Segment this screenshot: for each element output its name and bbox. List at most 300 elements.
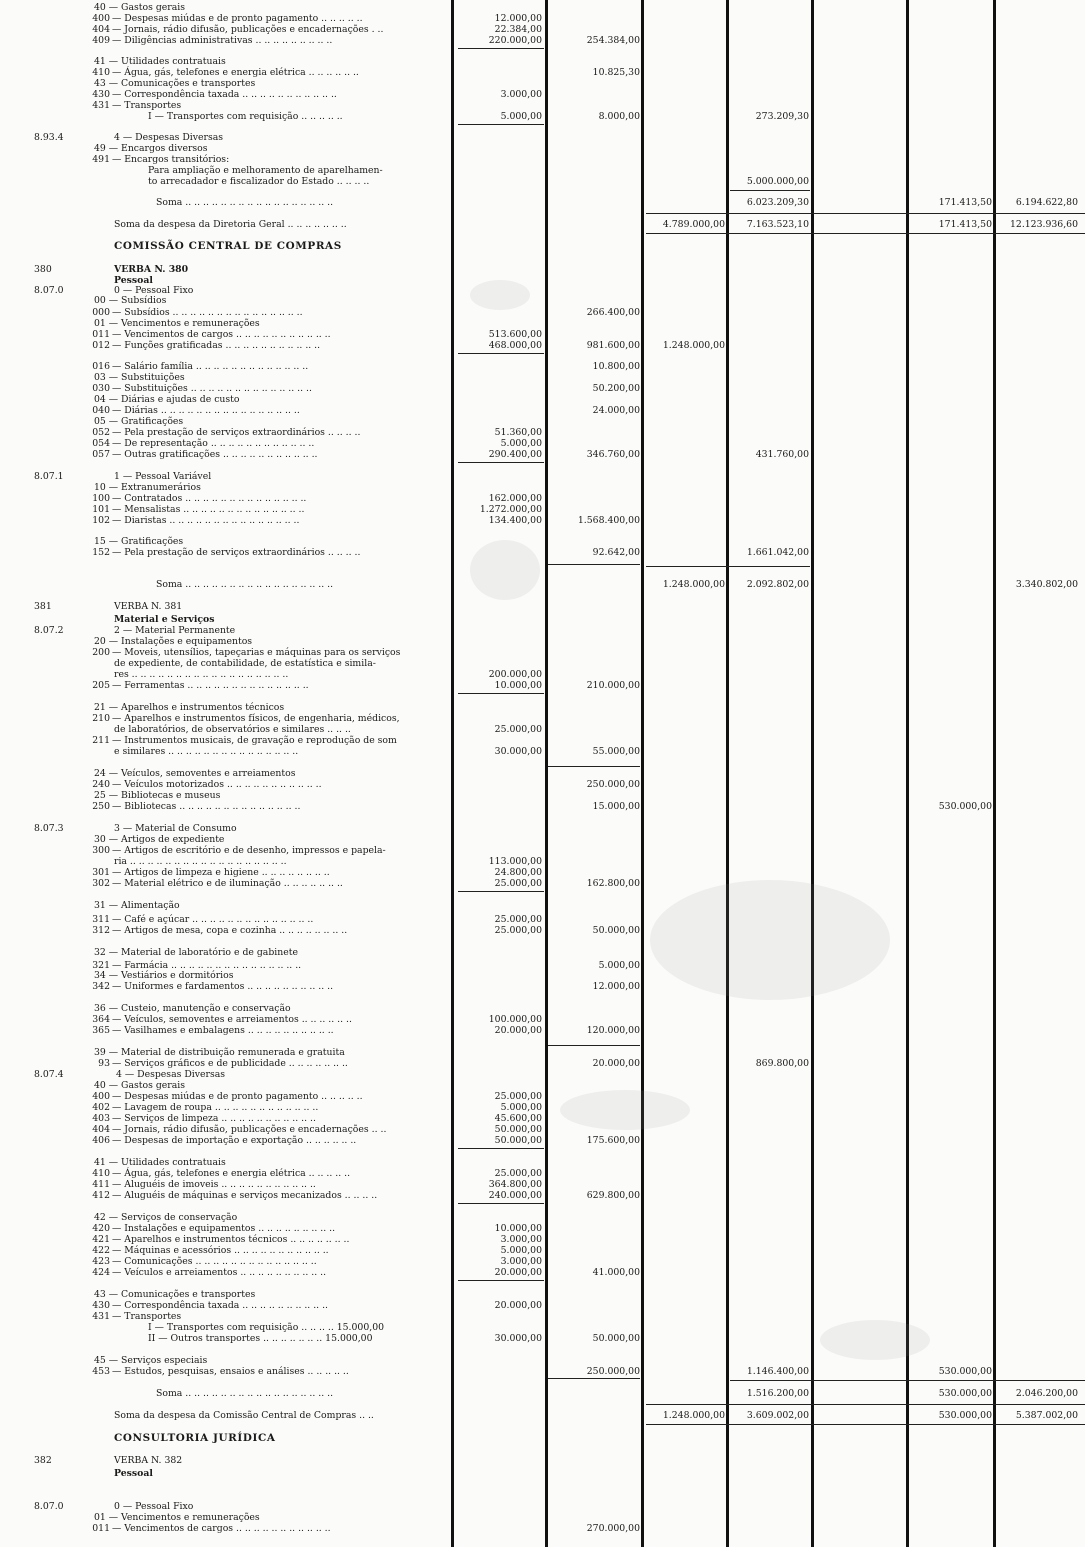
amount-c2: 270.000,00 [586,1523,640,1534]
item-description: — Aluguéis de imoveis .. .. .. .. .. .. .. .. .. .. .. [112,1179,316,1190]
amount-c2: 175.600,00 [586,1135,640,1146]
item-code: 100 [92,493,110,504]
subtotal-rule [458,462,544,463]
section-code: 8.07.2 [34,625,64,636]
item-description: — Água, gás, telefones e energia elétrica .. .. .. .. .. .. [112,67,359,78]
amount-c1: 134.400,00 [488,515,542,526]
item-description: de laboratórios, de observatórios e similares .. .. .. [114,724,351,735]
amount-c1: 3.000,00 [500,1256,542,1267]
section-code: 381 [34,601,52,612]
item-description: — Bibliotecas .. .. .. .. .. .. .. .. .. .. .. .. .. .. [112,801,301,812]
amount-c4: 1.516.200,00 [746,1388,809,1399]
item-description: — Instrumentos musicais, de gravação e reprodução de som [112,735,397,746]
item-code: 404 [92,1124,110,1135]
amount-c2: 24.000,00 [592,405,640,416]
item-description: 41 — Utilidades contratuais [94,1157,226,1168]
table-row [0,241,1085,252]
table-row [0,747,1085,758]
item-description: — Diárias .. .. .. .. .. .. .. .. .. .. .. .. .. .. .. .. [112,405,300,416]
subtotal-rule [458,353,544,354]
item-description: — Correspondência taxada .. .. .. .. .. .. .. .. .. .. [112,1300,328,1311]
item-code: 250 [92,801,110,812]
item-description: — Despesas de importação e exportação .. .. .. .. .. .. [112,1135,357,1146]
item-description: res .. .. .. .. .. .. .. .. .. .. .. .. .. .. .. .. .. .. [114,669,289,680]
table-row [0,177,1085,188]
item-description: Soma da despesa da Comissão Central de Compras .. .. [114,1410,374,1421]
item-code: 311 [92,914,110,925]
item-code: 312 [92,925,110,936]
amount-c1: 20.000,00 [494,1300,542,1311]
item-description: — Material elétrico e de iluminação .. .. .. .. .. .. .. [112,878,343,889]
item-description: — Aparelhos e instrumentos técnicos .. .. .. .. .. .. .. [112,1234,350,1245]
item-description: — Transportes [112,100,182,111]
item-code: 057 [92,449,110,460]
amount-c1: 20.000,00 [494,1025,542,1036]
amount-c1: 200.000,00 [488,669,542,680]
amount-c2: 12.000,00 [592,981,640,992]
table-row [0,112,1085,123]
item-description: de expediente, de contabilidade, de estatística e simila- [114,658,376,669]
amount-c2: 92.642,00 [592,547,640,558]
item-description: 40 — Gastos gerais [94,2,186,13]
item-description: Soma da despesa da Diretoria Geral .. .. .. .. .. .. .. [114,219,347,230]
item-code: 412 [92,1190,110,1201]
item-description: — Contratados .. .. .. .. .. .. .. .. .. .. .. .. .. .. [112,493,307,504]
amount-c1: 25.000,00 [494,1168,542,1179]
item-description: I — Transportes com requisição .. .. .. .. .. [148,111,343,122]
section-code: 382 [34,1455,52,1466]
amount-c2: 210.000,00 [586,680,640,691]
subtotal-rule [730,190,810,191]
item-code: 200 [92,647,110,658]
item-description: 20 — Instalações e equipamentos [94,636,253,647]
item-code: 011 [92,329,110,340]
item-code: 422 [92,1245,110,1256]
item-description: 24 — Veículos, semoventes e arreiamentos [94,768,296,779]
subtotal-rule [458,1280,544,1281]
item-description: — Vencimentos de cargos .. .. .. .. .. .. .. .. .. .. .. [112,1523,331,1534]
item-description: 1 — Pessoal Variável [114,471,212,482]
item-code: 406 [92,1135,110,1146]
item-code: 431 [92,100,110,111]
subtotal-rule [548,766,640,767]
table-row [0,1411,1085,1422]
amount-c4: 2.092.802,00 [746,579,809,590]
item-description: 03 — Substituições [94,372,185,383]
amount-c2: 15.000,00 [592,801,640,812]
item-description: 43 — Comunicações e transportes [94,1289,256,1300]
amount-c1: 513.600,00 [488,329,542,340]
item-description: — Vasilhames e embalagens .. .. .. .. .. .. .. .. .. .. [112,1025,334,1036]
item-description: — Veículos, semoventes e arreiamentos .. .. .. .. .. .. [112,1014,352,1025]
amount-c1: 220.000,00 [488,35,542,46]
item-description: — Vencimentos de cargos .. .. .. .. .. .. .. .. .. .. .. [112,329,331,340]
amount-c2: 50.000,00 [592,925,640,936]
amount-c2: 50.200,00 [592,383,640,394]
item-description: VERBA N. 381 [114,601,183,612]
subtotal-rule [646,213,1085,214]
table-row [0,1191,1085,1202]
item-description: — Artigos de mesa, copa e cozinha .. .. .. .. .. .. .. .. [112,925,348,936]
amount-c1: 24.800,00 [494,867,542,878]
item-description: — Moveis, utensílios, tapeçarias e máquinas para os serviços [112,647,401,658]
item-code: 211 [92,735,110,746]
item-code: 300 [92,845,110,856]
item-code: 404 [92,24,110,35]
section-code: 8.07.4 [34,1069,64,1080]
amount-c1: 1.272.000,00 [479,504,542,515]
amount-c2: 250.000,00 [586,1366,640,1377]
item-description: — Artigos de escritório e de desenho, impressos e papela- [112,845,386,856]
subtotal-rule [646,1404,1085,1405]
section-code: 380 [34,264,52,275]
subtotal-rule [730,1380,1085,1381]
subtotal-rule [458,1203,544,1204]
subtotal-rule [458,48,544,49]
amount-c1: 5.000,00 [500,111,542,122]
subtotal-rule [458,1148,544,1149]
item-description: 4 — Despesas Diversas [116,1069,226,1080]
item-description: Soma .. .. .. .. .. .. .. .. .. .. .. .. .. .. .. .. .. [156,197,334,208]
amount-c4: 3.609.002,00 [746,1410,809,1421]
amount-c1: 113.000,00 [488,856,542,867]
item-description: e similares .. .. .. .. .. .. .. .. .. .. .. .. .. .. .. [114,746,299,757]
table-row [0,580,1085,591]
amount-c2: 120.000,00 [586,1025,640,1036]
item-code: 342 [92,981,110,992]
subtotal-rule [646,233,1085,234]
item-description: Material e Serviços [114,614,215,625]
table-row [0,879,1085,890]
item-description: — Despesas miúdas e de pronto pagamento .. .. .. .. .. [112,13,363,24]
item-description: 31 — Alimentação [94,900,180,911]
amount-c3: 1.248.000,00 [662,579,725,590]
item-code: 410 [92,1168,110,1179]
amount-c3: 1.248.000,00 [662,1410,725,1421]
amount-c1: 25.000,00 [494,914,542,925]
item-description: 36 — Custeio, manutenção e conservação [94,1003,291,1014]
item-description: — Outras gratificações .. .. .. .. .. .. .. .. .. .. .. [112,449,318,460]
item-code: 054 [92,438,110,449]
amount-c6: 530.000,00 [938,1366,992,1377]
item-code: 93 [98,1058,110,1069]
amount-c1: 25.000,00 [494,925,542,936]
amount-c6: 171.413,50 [938,197,992,208]
amount-c1: 240.000,00 [488,1190,542,1201]
table-row [0,802,1085,813]
amount-c7: 6.194.622,80 [1015,197,1078,208]
item-description: — Encargos transitórios: [112,154,230,165]
amount-c4: 431.760,00 [755,449,809,460]
amount-c1: 50.000,00 [494,1135,542,1146]
item-description: 01 — Vencimentos e remunerações [94,318,260,329]
item-code: 365 [92,1025,110,1036]
item-description: — Jornais, rádio difusão, publicações e encadernações .. .. [112,1124,387,1135]
amount-c1: 22.384,00 [494,24,542,35]
amount-c4: 7.163.523,10 [746,219,809,230]
amount-c1: 25.000,00 [494,724,542,735]
item-description: Soma .. .. .. .. .. .. .. .. .. .. .. .. .. .. .. .. .. [156,1388,334,1399]
item-code: 011 [92,1523,110,1534]
amount-c1: 30.000,00 [494,1333,542,1344]
item-description: — Pela prestação de serviços extraordinários .. .. .. .. [112,427,361,438]
section-code: 8.07.0 [34,1501,64,1512]
section-heading: COMISSÃO CENTRAL DE COMPRAS [114,240,342,252]
item-description: — Funções gratificadas .. .. .. .. .. .. .. .. .. .. .. [112,340,321,351]
item-description: 3 — Material de Consumo [114,823,237,834]
item-description: to arrecadador e fiscalizador do Estado .. .. .. .. [148,176,370,187]
item-description: — Pela prestação de serviços extraordinários .. .. .. .. [112,547,361,558]
item-description: 39 — Material de distribuição remunerada e gratuita [94,1047,345,1058]
item-description: — Transportes [112,1311,182,1322]
item-description: — Veículos motorizados .. .. .. .. .. .. .. .. .. .. .. [112,779,322,790]
amount-c2: 250.000,00 [586,779,640,790]
item-description: 4 — Despesas Diversas [114,132,224,143]
table-row [0,198,1085,209]
amount-c1: 5.000,00 [500,1245,542,1256]
amount-c7: 12.123.936,60 [1009,219,1078,230]
item-code: 152 [92,547,110,558]
amount-c1: 3.000,00 [500,1234,542,1245]
item-code: 102 [92,515,110,526]
amount-c2: 254.384,00 [586,35,640,46]
section-code: 8.93.4 [34,132,64,143]
subtotal-rule [548,1378,640,1379]
item-description: 49 — Encargos diversos [94,143,208,154]
amount-c4: 869.800,00 [755,1058,809,1069]
amount-c2: 20.000,00 [592,1058,640,1069]
amount-c4: 1.661.042,00 [746,547,809,558]
amount-c1: 5.000,00 [500,1102,542,1113]
item-description: — Uniformes e fardamentos .. .. .. .. .. .. .. .. .. .. [112,981,334,992]
amount-c6: 530.000,00 [938,1410,992,1421]
item-code: 430 [92,1300,110,1311]
item-code: 453 [92,1366,110,1377]
item-description: — Comunicações .. .. .. .. .. .. .. .. .. .. .. .. .. .. [112,1256,317,1267]
amount-c2: 41.000,00 [592,1267,640,1278]
table-row [0,265,1085,276]
item-description: — Artigos de limpeza e higiene .. .. .. .. .. .. .. .. [112,867,330,878]
item-description: Para ampliação e melhoramento de aparelhamen- [148,165,383,176]
item-description: 21 — Aparelhos e instrumentos técnicos [94,702,285,713]
amount-c2: 5.000,00 [598,960,640,971]
item-code: 420 [92,1223,110,1234]
item-code: 421 [92,1234,110,1245]
subtotal-rule [646,1424,1085,1425]
item-code: 410 [92,67,110,78]
table-row [0,36,1085,47]
item-description: — Água, gás, telefones e energia elétrica .. .. .. .. .. [112,1168,351,1179]
amount-c6: 171.413,50 [938,219,992,230]
table-row [0,901,1085,912]
subtotal-rule [646,566,810,567]
item-description: 41 — Utilidades contratuais [94,56,226,67]
item-code: 491 [92,154,110,165]
item-description: ria .. .. .. .. .. .. .. .. .. .. .. .. .. .. .. .. .. .. [114,856,287,867]
item-description: — Ferramentas .. .. .. .. .. .. .. .. .. .. .. .. .. .. [112,680,309,691]
table-row [0,1026,1085,1037]
item-description: VERBA N. 382 [114,1455,183,1466]
item-description: — Substituições .. .. .. .. .. .. .. .. .. .. .. .. .. .. [112,383,312,394]
item-description: — Salário família .. .. .. .. .. .. .. .. .. .. .. .. .. [112,361,309,372]
item-description: — Aluguéis de máquinas e serviços mecanizados .. .. .. .. [112,1190,378,1201]
item-code: 400 [92,13,110,24]
subtotal-rule [548,564,640,565]
item-code: 205 [92,680,110,691]
item-code: 101 [92,504,110,515]
item-code: 431 [92,1311,110,1322]
table-row [0,341,1085,352]
amount-c2: 629.800,00 [586,1190,640,1201]
amount-c1: 468.000,00 [488,340,542,351]
table-row [0,948,1085,959]
subtotal-rule [458,891,544,892]
item-description: 0 — Pessoal Fixo [114,1501,194,1512]
subtotal-rule [458,124,544,125]
item-description: 42 — Serviços de conservação [94,1212,238,1223]
item-description: 32 — Material de laboratório e de gabinete [94,947,299,958]
table-row [0,1524,1085,1535]
item-description: 01 — Vencimentos e remunerações [94,1512,260,1523]
amount-c1: 25.000,00 [494,1091,542,1102]
item-description: — De representação .. .. .. .. .. .. .. .. .. .. .. .. [112,438,315,449]
table-row [0,1268,1085,1279]
item-description: 15 — Gratificações [94,536,184,547]
amount-c1: 12.000,00 [494,13,542,24]
item-description: — Correspondência taxada .. .. .. .. .. .. .. .. .. .. .. [112,89,337,100]
amount-c7: 2.046.200,00 [1015,1388,1078,1399]
table-row [0,1456,1085,1467]
item-code: 402 [92,1102,110,1113]
item-description: Soma .. .. .. .. .. .. .. .. .. .. .. .. .. .. .. .. .. [156,579,334,590]
amount-c4: 6.023.209,30 [746,197,809,208]
section-code: 8.07.3 [34,823,64,834]
amount-c7: 5.387.002,00 [1015,1410,1078,1421]
item-description: I — Transportes com requisição .. .. .. .. 15.000,00 [148,1322,385,1333]
subtotal-rule [458,693,544,694]
item-code: 301 [92,867,110,878]
item-description: — Diaristas .. .. .. .. .. .. .. .. .. .. .. .. .. .. .. [112,515,300,526]
table-row [0,926,1085,937]
item-code: 423 [92,1256,110,1267]
item-description: — Máquinas e acessórios .. .. .. .. .. .. .. .. .. .. .. [112,1245,329,1256]
amount-c4: 273.209,30 [755,111,809,122]
table-row [0,1334,1085,1345]
subtotal-rule [548,1045,640,1046]
item-description: 25 — Bibliotecas e museus [94,790,221,801]
item-code: 403 [92,1113,110,1124]
item-description: 10 — Extranumerários [94,482,201,493]
item-description: 00 — Subsídios [94,295,167,306]
section-code: 8.07.1 [34,471,64,482]
item-code: 016 [92,361,110,372]
section-code: 8.07.0 [34,285,64,296]
amount-c1: 100.000,00 [488,1014,542,1025]
amount-c2: 346.760,00 [586,449,640,460]
item-description: 34 — Vestiários e dormitórios [94,970,234,981]
amount-c1: 364.800,00 [488,1179,542,1190]
item-code: 321 [92,960,110,971]
table-row [0,1433,1085,1444]
item-description: II — Outros transportes .. .. .. .. .. .. .. 15.000,00 [148,1333,373,1344]
item-code: 302 [92,878,110,889]
item-code: 400 [92,1091,110,1102]
item-code: 430 [92,89,110,100]
item-description: — Farmácia .. .. .. .. .. .. .. .. .. .. .. .. .. .. .. [112,960,302,971]
item-description: — Mensalistas .. .. .. .. .. .. .. .. .. .. .. .. .. .. [112,504,305,515]
item-description: VERBA N. 380 [114,264,189,275]
table-row [0,982,1085,993]
table-row [0,1469,1085,1480]
amount-c1: 10.000,00 [494,1223,542,1234]
section-heading: CONSULTORIA JURÍDICA [114,1432,276,1444]
amount-c1: 51.360,00 [494,427,542,438]
item-code: 040 [92,405,110,416]
table-row [0,1136,1085,1147]
amount-c2: 266.400,00 [586,307,640,318]
item-description: — Estudos, pesquisas, ensaios e análises .. .. .. .. .. [112,1366,349,1377]
amount-c1: 45.600,00 [494,1113,542,1124]
amount-c1: 50.000,00 [494,1124,542,1135]
table-row [0,220,1085,231]
amount-c6: 530.000,00 [938,801,992,812]
amount-c2: 1.568.400,00 [577,515,640,526]
amount-c2: 162.800,00 [586,878,640,889]
item-description: 0 — Pessoal Fixo [114,285,194,296]
amount-c1: 162.000,00 [488,493,542,504]
amount-c6: 530.000,00 [938,1388,992,1399]
table-row [0,1389,1085,1400]
item-description: 30 — Artigos de expediente [94,834,225,845]
amount-c1: 20.000,00 [494,1267,542,1278]
table-row [0,1367,1085,1378]
item-description: — Serviços gráficos e de publicidade .. .. .. .. .. .. .. [112,1058,348,1069]
amount-c1: 25.000,00 [494,878,542,889]
amount-c1: 10.000,00 [494,680,542,691]
table-row [0,296,1085,307]
item-code: 240 [92,779,110,790]
item-description: 43 — Comunicações e transportes [94,78,256,89]
amount-c2: 8.000,00 [598,111,640,122]
amount-c2: 50.000,00 [592,1333,640,1344]
table-row [0,450,1085,461]
item-description: 05 — Gratificações [94,416,184,427]
item-description: 45 — Serviços especiais [94,1355,208,1366]
item-code: 052 [92,427,110,438]
item-description: Pessoal [114,275,153,286]
item-code: 012 [92,340,110,351]
amount-c2: 10.800,00 [592,361,640,372]
item-description: — Aparelhos e instrumentos físicos, de engenharia, médicos, [112,713,400,724]
item-description: Pessoal [114,1468,153,1479]
item-description: — Serviços de limpeza .. .. .. .. .. .. .. .. .. .. .. [112,1113,316,1124]
item-description: 2 — Material Permanente [114,625,236,636]
item-code: 424 [92,1267,110,1278]
item-code: 210 [92,713,110,724]
item-code: 409 [92,35,110,46]
table-row [0,516,1085,527]
amount-c2: 55.000,00 [592,746,640,757]
item-code: 364 [92,1014,110,1025]
amount-c2: 10.825,30 [592,67,640,78]
amount-c4: 1.146.400,00 [746,1366,809,1377]
amount-c1: 290.400,00 [488,449,542,460]
item-code: 411 [92,1179,110,1190]
table-row [0,681,1085,692]
item-description: — Café e açúcar .. .. .. .. .. .. .. .. .. .. .. .. .. .. [112,914,314,925]
item-description: 40 — Gastos gerais [94,1080,186,1091]
item-description: — Subsídios .. .. .. .. .. .. .. .. .. .. .. .. .. .. .. [112,307,303,318]
